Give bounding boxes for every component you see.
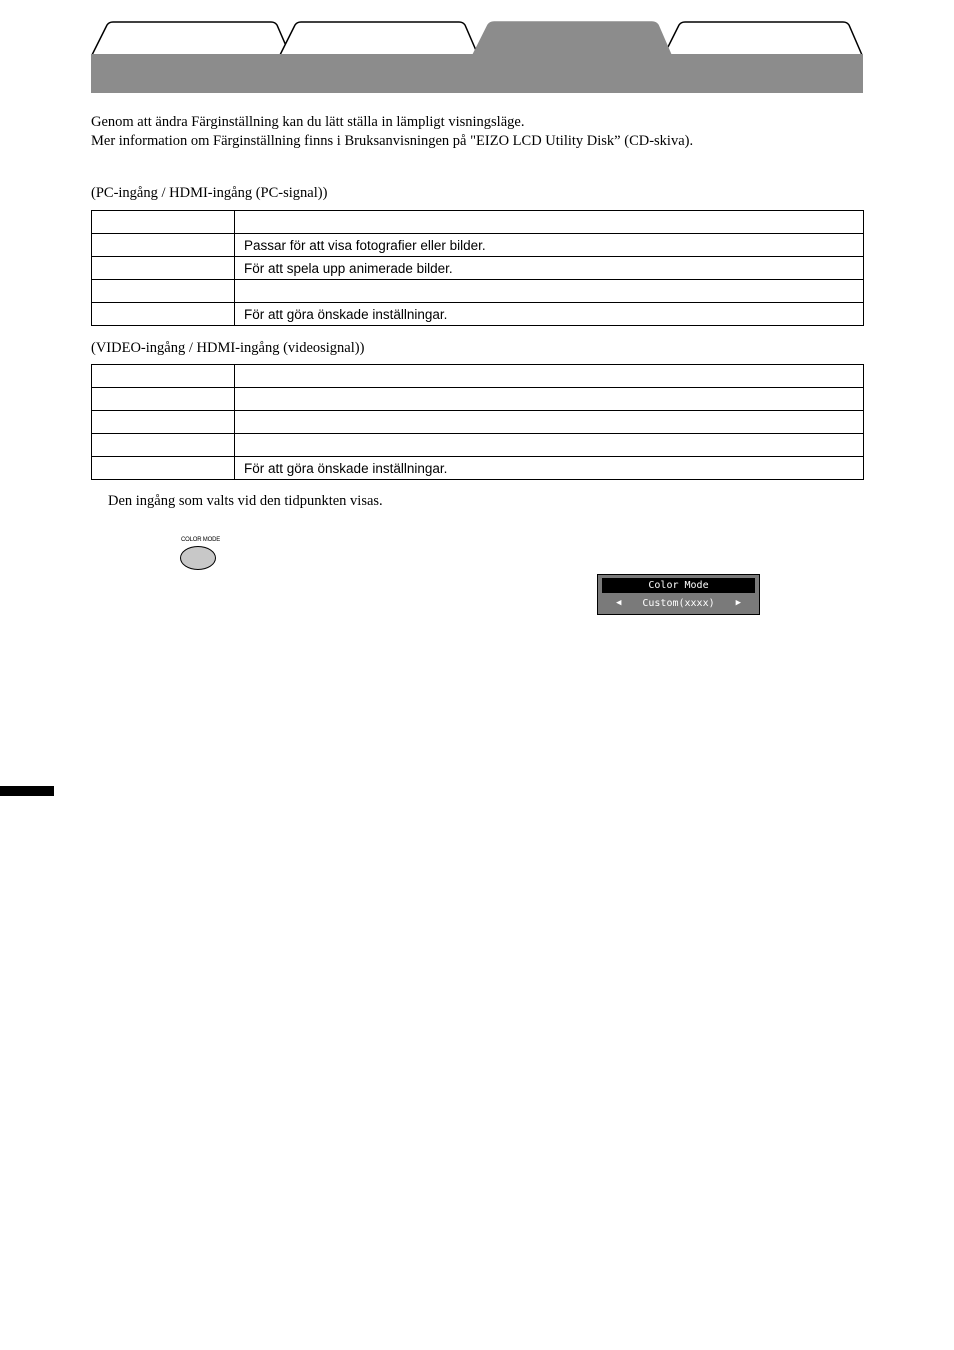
mode-desc-cell [235,211,864,234]
intro-line-1: Genom att ändra Färginställning kan du lätt ställa in lämpligt visningsläge. [91,114,525,130]
mode-desc-cell [235,280,864,303]
section-tabs [91,21,863,55]
table-row [92,434,864,457]
pc-table-caption: (PC-ingång / HDMI-ingång (PC-signal)) [91,185,328,201]
osd-title: Color Mode [602,578,755,593]
mode-name-cell [92,234,235,257]
intro-text [91,113,693,151]
tab-1 [91,21,291,55]
table-row [92,411,864,434]
mode-desc-cell: För att spela upp animerade bilder. [235,257,864,280]
input-note: Den ingång som valts vid den tidpunkten visas. [108,493,383,509]
mode-name-cell [92,434,235,457]
color-mode-button-icon [180,546,216,570]
mode-desc-cell [235,411,864,434]
mode-name-cell [92,211,235,234]
video-table-caption: (VIDEO-ingång / HDMI-ingång (videosignal)) [91,340,365,356]
table-row [92,303,864,326]
mode-name-cell [92,303,235,326]
table-row [92,234,864,257]
mode-name-cell [92,388,235,411]
tab-2 [279,21,479,55]
mode-name-cell [92,280,235,303]
table-row [92,257,864,280]
page-side-marker [0,786,54,796]
right-arrow-icon: ▶ [735,598,741,608]
osd-value: Custom(xxxx) [642,598,715,609]
mode-desc-cell [235,365,864,388]
table-row [92,280,864,303]
table-row [92,388,864,411]
pc-mode-table [91,210,864,326]
table-row [92,211,864,234]
mode-name-cell [92,457,235,480]
header-bar [91,54,863,93]
intro-line-2: Mer information om Färginställning finns i Bruksanvisningen på "EIZO LCD Utility Disk” (CD-skiva). [91,133,694,149]
mode-desc-cell [235,388,864,411]
mode-desc-cell: Passar för att visa fotografier eller bilder. [235,234,864,257]
mode-desc-cell: För att göra önskade inställningar. [235,303,864,326]
table-row [92,457,864,480]
mode-name-cell [92,411,235,434]
tab-3-active [472,21,672,55]
left-arrow-icon: ◀ [616,598,622,608]
tab-4 [663,21,863,55]
mode-name-cell [92,365,235,388]
color-mode-osd [597,574,760,615]
color-mode-button-label: COLOR MODE [181,537,221,543]
mode-name-cell [92,257,235,280]
mode-desc-cell: För att göra önskade inställningar. [235,457,864,480]
mode-desc-cell [235,434,864,457]
osd-value-row [602,595,755,612]
video-mode-table [91,364,864,480]
table-row [92,365,864,388]
